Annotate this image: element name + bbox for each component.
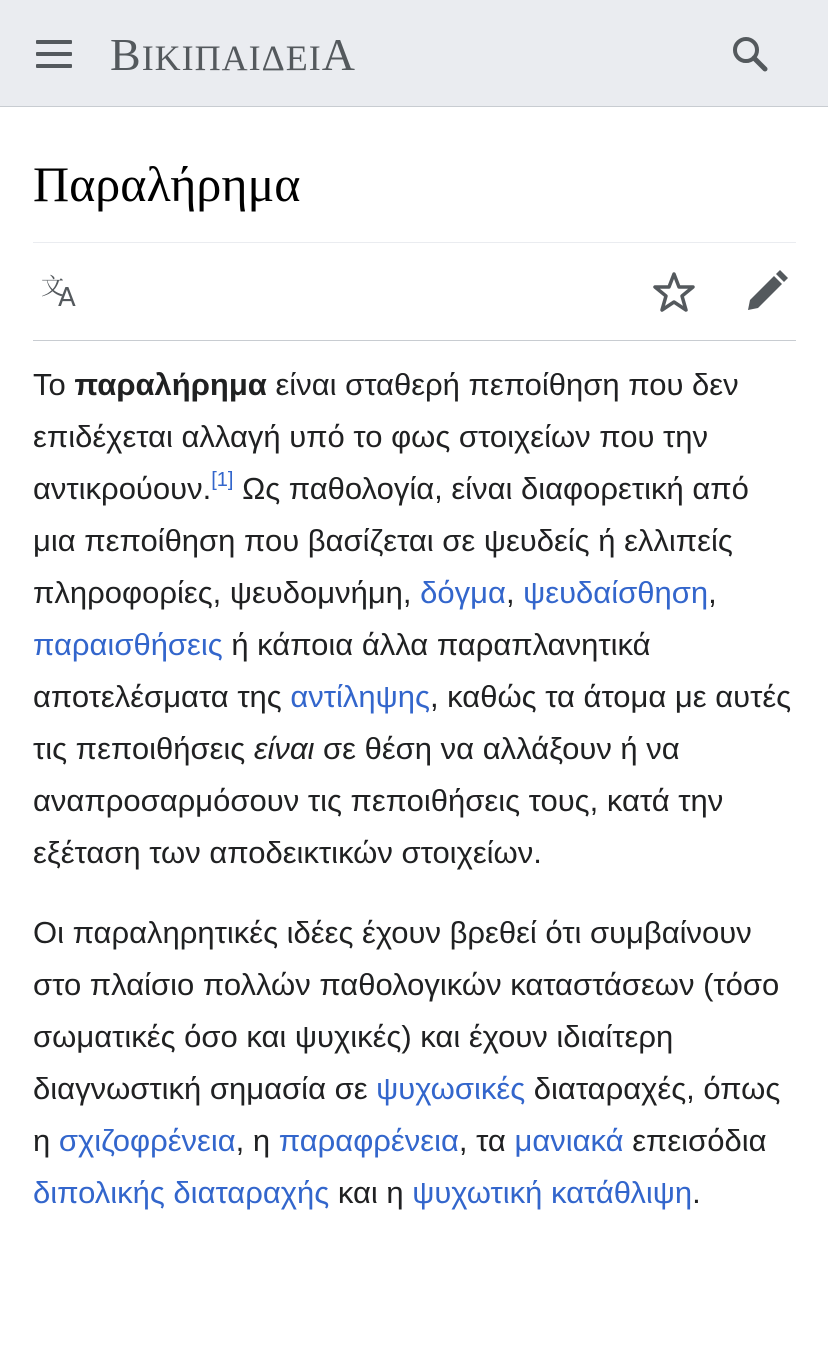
text: και η (329, 1175, 413, 1210)
hamburger-menu-icon[interactable] (28, 28, 80, 80)
link-psychosikes[interactable]: ψυχωσικές (376, 1071, 526, 1106)
link-paraisthiseis[interactable]: παραισθήσεις (33, 627, 223, 662)
reference-link[interactable]: [1] (211, 468, 234, 491)
search-icon[interactable] (724, 28, 776, 80)
wikipedia-wordmark[interactable] (110, 30, 356, 83)
link-pseudaisthisi[interactable]: ψευδαίσθηση (523, 575, 709, 610)
translate-icon[interactable] (36, 264, 92, 320)
link-katathlipsi[interactable]: ψυχωτική κατάθλιψη (412, 1175, 693, 1210)
text: Το (33, 367, 75, 402)
link-maniaka[interactable]: μανιακά (514, 1123, 624, 1158)
wordmark-first-letter: B (110, 29, 142, 80)
text: , (505, 575, 524, 610)
link-dipolikis[interactable]: διπολικής διαταραχής (33, 1175, 330, 1210)
article-body (33, 359, 796, 1247)
text: , τα (458, 1123, 515, 1158)
svg-text:A: A (58, 283, 76, 313)
text: . (692, 1175, 701, 1210)
text: , η (235, 1123, 279, 1158)
text: επεισόδια (623, 1123, 767, 1158)
text: ή κάποια άλλα παραπλανητικά αποτελέσματα της (33, 627, 651, 714)
text: Οι παραληρητικές ιδέες έχουν βρεθεί ότι συμβαίνουν στο πλαίσιο πολλών παθολογικών καταστάσεων (τόσο σωματικές όσο και ψυχικές) και έχουν ιδιαίτερη διαγνωστική σημασία σε (33, 915, 780, 1106)
text: σε θέση να αλλάξουν ή να αναπροσαρμόσουν τις πεποιθήσεις τους, κατά την εξέταση των αποδεικτικών στοιχείων. (33, 731, 724, 870)
wordmark-last-letter: A (321, 29, 357, 80)
text: Ως παθολογία, είναι διαφορετική από μια πεποίθηση που βασίζεται σε ψευδείς ή ελλιπείς πληροφορίες, ψευδομνήμη, (33, 471, 749, 610)
menu-line (36, 64, 72, 68)
text: είναι σταθερή πεποίθηση που δεν επιδέχεται αλλαγή υπό το φως στοιχείων που την αντικρούουν. (33, 367, 739, 506)
star-icon[interactable] (646, 264, 702, 320)
italic-text: είναι (253, 731, 315, 766)
menu-line (36, 40, 72, 44)
text: , (708, 575, 717, 610)
link-antilipsi[interactable]: αντίληψης (290, 679, 430, 714)
page-title: Παραλήρημα (33, 156, 301, 212)
paragraph-2 (33, 907, 796, 1219)
link-dogma[interactable]: δόγμα (420, 575, 506, 610)
link-schizofreneia[interactable]: σχιζοφρένεια (58, 1123, 236, 1158)
wordmark-middle: ΙΚΙΠΑΙΔΕΙ (141, 38, 322, 78)
text: , καθώς τα άτομα με αυτές τις πεποιθήσεις (33, 679, 792, 766)
svg-text:文: 文 (41, 274, 64, 300)
top-header-bar (0, 0, 828, 107)
pencil-icon[interactable] (738, 264, 794, 320)
link-parafreneia[interactable]: παραφρένεια (278, 1123, 459, 1158)
bold-term: παραλήρημα (74, 367, 267, 402)
title-divider (33, 242, 796, 243)
toolbar-divider (33, 340, 796, 341)
menu-line (36, 52, 72, 56)
paragraph-1 (33, 359, 796, 879)
text: διαταραχές, όπως η (33, 1071, 781, 1158)
